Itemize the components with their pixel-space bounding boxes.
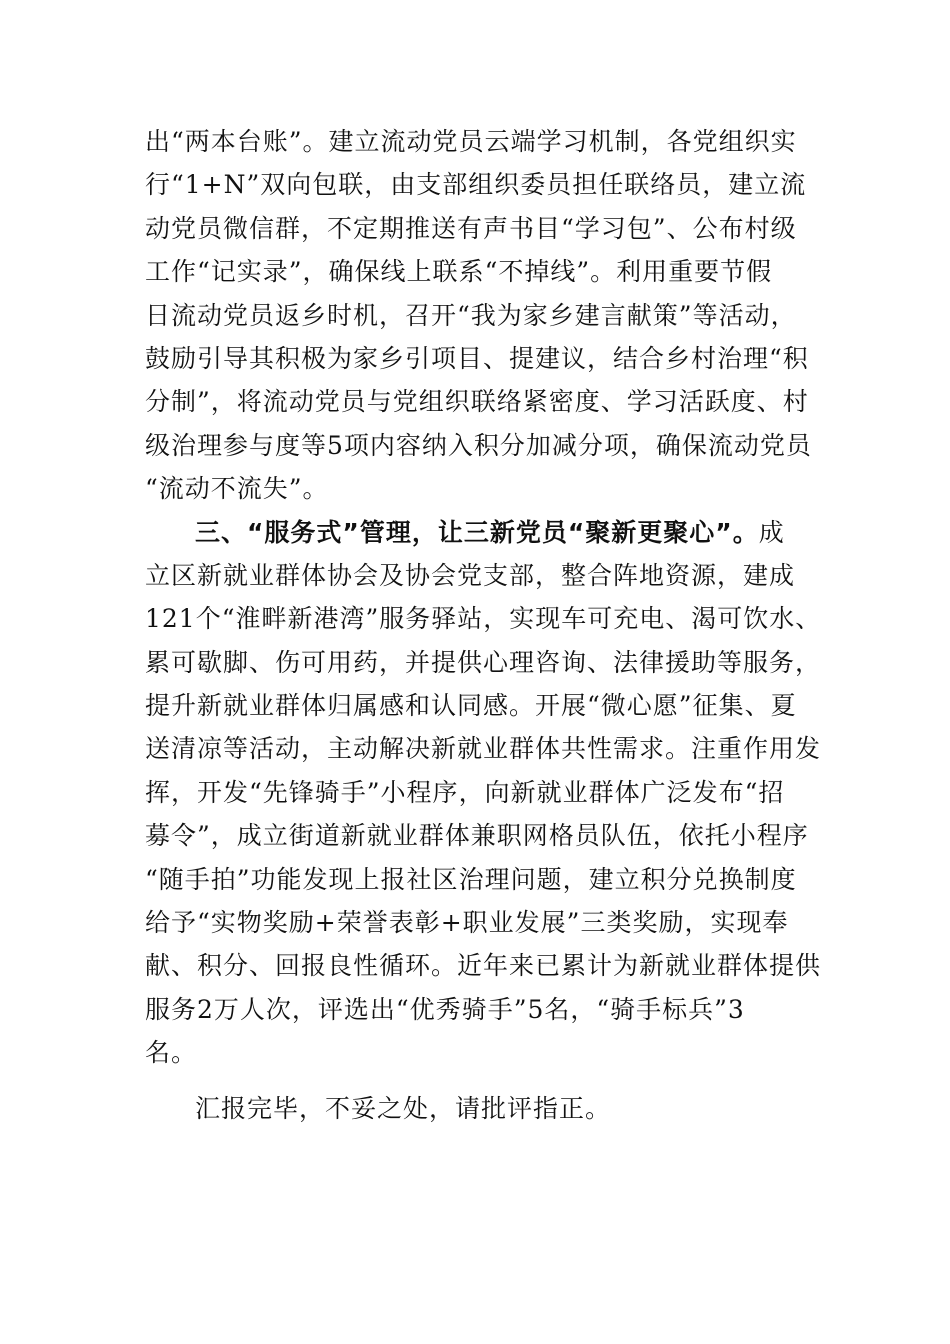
- text-line: 送清凉等活动，主动解决新就业群体共性需求。注重作用发: [145, 734, 822, 764]
- text-line: 分制”，将流动党员与党组织联络紧密度、学习活跃度、村: [145, 387, 809, 417]
- text-line: 献、积分、回报良性循环。近年来已累计为新就业群体提供: [145, 951, 822, 981]
- section-heading-line: [145, 511, 820, 554]
- text-line: 给予“实物奖励+荣誉表彰+职业发展”三类奖励，实现奉: [145, 908, 789, 938]
- text-line: 累可歇脚、伤可用药，并提供心理咨询、法律援助等服务，: [145, 647, 822, 677]
- text-line: 名。: [145, 1038, 198, 1068]
- paragraph-mobile-party-members: [145, 120, 820, 511]
- closing-remark: 汇报完毕，不妥之处，请批评指正。: [195, 1093, 612, 1123]
- text-line: 级治理参与度等5项内容纳入积分加减分项，确保流动党员: [145, 430, 812, 460]
- paragraph-gap: [145, 1075, 820, 1087]
- text-line: 立区新就业群体协会及协会党支部，整合阵地资源，建成: [145, 560, 796, 590]
- text-line: 动党员微信群，不定期推送有声书目“学习包”、公布村级: [145, 213, 797, 243]
- text-line: 行“1+N”双向包联，由支部组织委员担任联络员，建立流: [145, 170, 807, 200]
- text-line: 挥，开发“先锋骑手”小程序，向新就业群体广泛发布“招: [145, 777, 785, 807]
- text-line: 募令”，成立街道新就业群体兼职网格员队伍，依托小程序: [145, 821, 809, 851]
- text-line: 121个“淮畔新港湾”服务驿站，实现车可充电、渴可饮水、: [145, 604, 822, 634]
- text-line: 提升新就业群体归属感和认同感。开展“微心愿”征集、夏: [145, 691, 797, 721]
- text-run: 成: [758, 517, 785, 547]
- document-body: [145, 120, 820, 1130]
- paragraph-closing: [145, 1087, 820, 1130]
- text-line: “随手拍”功能发现上报社区治理问题，建立积分兑换制度: [145, 864, 797, 894]
- text-line: 服务2万人次，评选出“优秀骑手”5名，“骑手标兵”3: [145, 994, 745, 1024]
- section-heading: 三、“服务式”管理，让三新党员“聚新更聚心”。: [195, 517, 759, 547]
- text-line: 出“两本台账”。建立流动党员云端学习机制，各党组织实: [145, 127, 797, 156]
- paragraph-service-management: [145, 511, 820, 1075]
- text-line: 工作“记实录”，确保线上联系“不掉线”。利用重要节假: [145, 257, 773, 287]
- text-line: 鼓励引导其积极为家乡引项目、提建议，结合乡村治理“积: [145, 343, 809, 373]
- text-line: 日流动党员返乡时机，召开“我为家乡建言献策”等活动，: [145, 300, 797, 330]
- text-line: “流动不流失”。: [145, 474, 329, 504]
